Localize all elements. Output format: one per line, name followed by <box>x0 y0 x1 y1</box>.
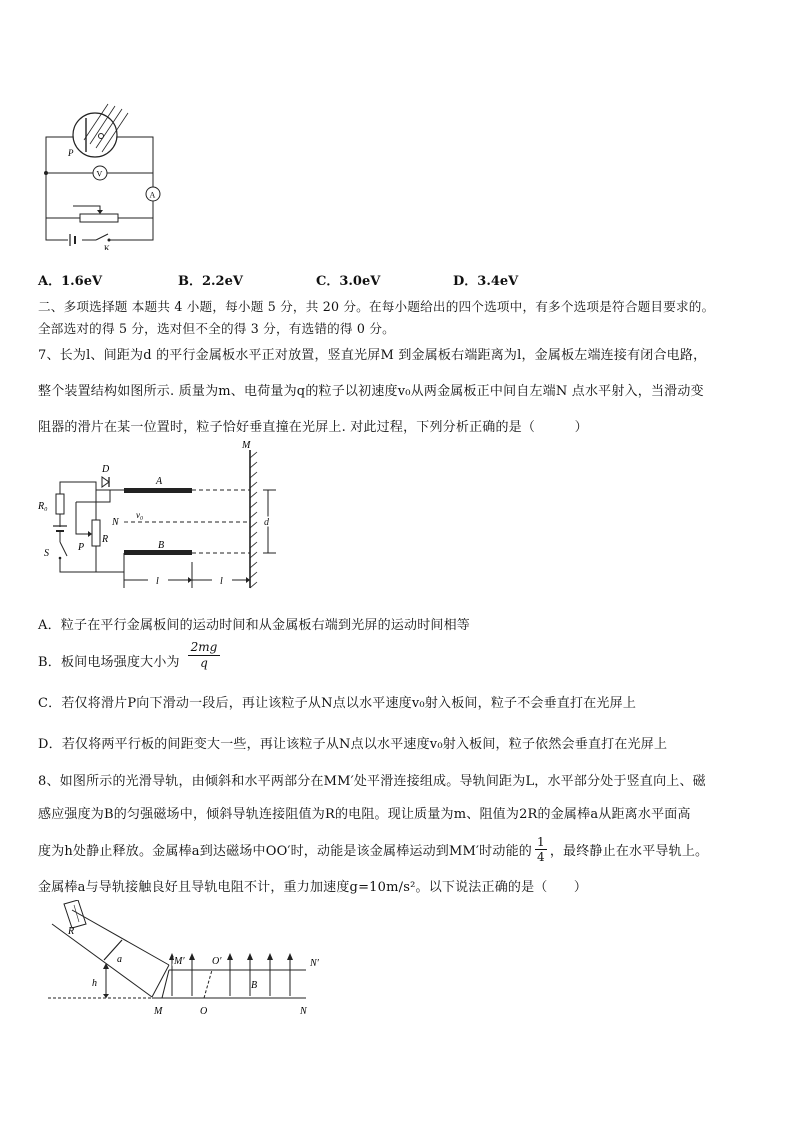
q6-option-b: B．2.2eV <box>178 274 243 289</box>
q7-option-c: C．若仅将滑片P向下滑动一段后，再让该粒子从N点以水平速度v₀射入板间，粒子不会垂直打在光屏上 <box>38 696 637 711</box>
q8-label-h: h <box>92 978 97 989</box>
q7-option-a: A．粒子在平行金属板间的运动时间和从金属板右端到光屏的运动时间相等 <box>38 618 470 633</box>
section2-instructions-line1: 二、多项选择题 本题共 4 小题，每小题 5 分，共 20 分。在每小题给出的四个选项中，有多个选项是符合题目要求的。 <box>38 299 715 314</box>
q6-label-a: A <box>149 190 156 200</box>
q7-label-r0: R₀ <box>38 501 48 512</box>
q7-stem-line3: 阻器的滑片在某一位置时，粒子恰好垂直撞在光屏上. 对此过程，下列分析正确的是（ ） <box>38 420 588 435</box>
q7-option-b-fraction <box>188 640 220 671</box>
q8-label-b: B <box>251 980 258 991</box>
q8-rail-figure <box>44 900 344 1020</box>
q7-label-l1: l <box>156 576 159 587</box>
q6-label-k: K <box>104 244 110 250</box>
q8-label-m-prime: M′ <box>174 956 185 967</box>
q6-option-c: C．3.0eV <box>316 274 381 289</box>
q7-label-p: P <box>78 542 85 553</box>
q8-fraction-numerator: 1 <box>536 835 545 849</box>
q7-stem-line1: 7、长为l、间距为d 的平行金属板水平正对放置，竖直光屏M 到金属板右端距离为l，金属板左端连接有闭合电路， <box>38 348 707 363</box>
q8-stem-line3-suffix: ，最终静止在水平导轨上。 <box>549 844 709 859</box>
q7-option-b-numerator: 2mg <box>188 640 220 656</box>
q8-label-n: N <box>300 1006 307 1017</box>
q8-stem-line3-prefix: 度为h处静止释放。金属棒a到达磁场中OO′时，动能是该金属棒运动到MM′时动能的 <box>38 844 532 859</box>
q7-label-d-gap: d <box>264 517 269 528</box>
q7-label-v0: v₀ <box>136 510 144 520</box>
q7-label-plate-b: B <box>158 540 165 551</box>
q6-option-d: D．3.4eV <box>453 274 519 289</box>
q8-fraction-denominator: 4 <box>536 850 545 864</box>
q8-label-o-prime: O′ <box>212 956 222 967</box>
q7-option-d: D．若仅将两平行板的间距变大一些，再让该粒子从N点以水平速度v₀射入板间，粒子依然会垂直打在光屏上 <box>38 737 668 752</box>
q7-label-plate-a: A <box>156 476 163 487</box>
q7-label-n: N <box>112 517 119 528</box>
q8-label-r: R <box>68 926 75 937</box>
q7-label-s: S <box>44 548 49 559</box>
section2-instructions-line2: 全部选对的得 5 分，选对但不全的得 3 分，有选错的得 0 分。 <box>38 321 395 336</box>
q6-label-v: V <box>96 169 103 179</box>
q7-label-r: R <box>102 534 109 545</box>
q6-label-p: P <box>68 148 74 158</box>
q7-label-diode: D <box>102 464 110 475</box>
q7-option-b-denominator: q <box>200 656 208 670</box>
q8-fraction <box>535 835 547 864</box>
q8-stem-line3 <box>38 837 708 866</box>
q8-label-o: O <box>200 1006 208 1017</box>
q8-stem-line2: 感应强度为B的匀强磁场中，倾斜导轨连接阻值为R的电阻。现让质量为m、阻值为2R的金属棒a从距离水平面高 <box>38 807 691 822</box>
q7-label-m: M <box>242 440 251 451</box>
q6-option-a: A．1.6eV <box>38 274 103 289</box>
q7-stem-line2: 整个装置结构如图所示. 质量为m、电荷量为q的粒子以初速度v₀从两金属板正中间自左端N 点水平射入，当滑动变 <box>38 384 704 399</box>
q6-circuit-figure <box>38 100 168 250</box>
q8-label-m: M <box>154 1006 163 1017</box>
q8-stem-line4: 金属棒a与导轨接触良好且导轨电阻不计，重力加速度g=10m/s²。以下说法正确的是（ ） <box>38 880 588 895</box>
q7-option-b: B．板间电场强度大小为 <box>38 655 180 670</box>
q8-label-n-prime: N′ <box>310 958 319 969</box>
q8-stem-line1: 8、如图所示的光滑导轨，由倾斜和水平两部分在MM′处平滑连接组成。导轨间距为L，水平部分处于竖直向上、磁 <box>38 774 706 789</box>
q8-label-a: a <box>117 954 122 965</box>
q7-label-l2: l <box>220 576 223 587</box>
q7-circuit-figure <box>36 438 296 596</box>
